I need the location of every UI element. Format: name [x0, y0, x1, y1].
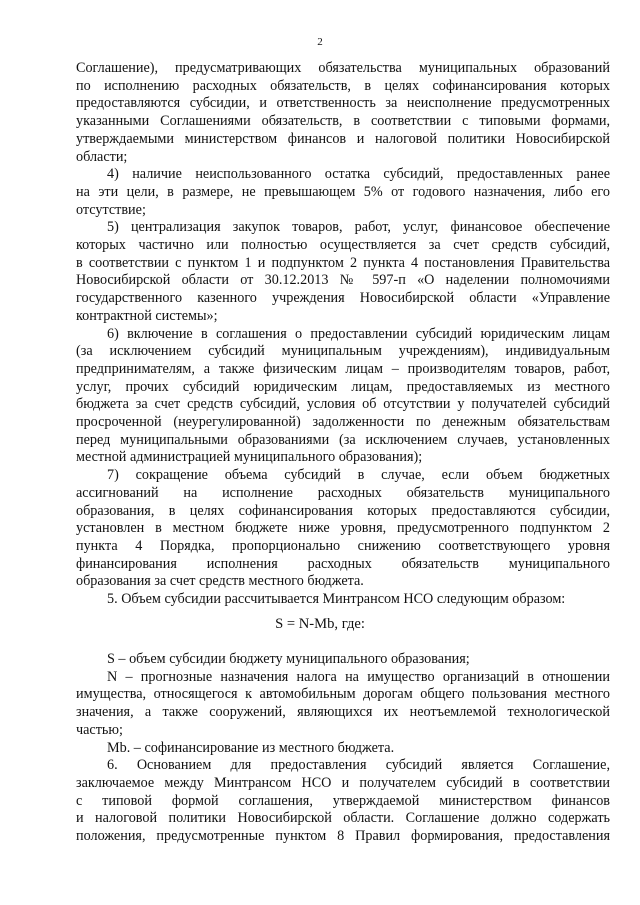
text-line: бюджета за счет средств субсидий, условия об отсутствии у получателей субсидий — [76, 396, 610, 413]
text-line: 4) наличие неиспользованного остатка субсидий, предоставленных ранее — [107, 166, 610, 183]
text-line: отсутствие; — [76, 201, 146, 218]
text-line: 6) включение в соглашения о предоставлении субсидий юридическим лицам — [107, 325, 610, 342]
text-line: 5. Объем субсидии рассчитывается Минтрансом НСО следующим образом: — [107, 591, 566, 608]
body-text-upper — [76, 60, 610, 609]
text-line: ассигнований на исполнение расходных обязательств муниципального — [76, 484, 610, 501]
body-text-lower — [76, 651, 610, 846]
text-line: просроченной (неурегулированной) задолженности по денежным обязательствам — [76, 414, 610, 431]
text-line: с типовой формой соглашения, утверждаемой министерством финансов — [76, 792, 610, 809]
page-number: 2 — [317, 36, 323, 48]
text-line: перед муниципальными образованиями (за исключением случаев, установленных — [76, 431, 610, 448]
text-line: контрактной системы»; — [76, 307, 218, 324]
text-line: которых частично или полностью осуществляется за счет средств субсидий, — [76, 237, 610, 254]
text-line: заключаемое между Минтрансом НСО и получателем субсидий в соответствии — [76, 774, 610, 791]
text-line: указанными Соглашениями обязательств, в соответствии с типовыми формами, — [76, 113, 610, 130]
text-line: пункта 4 Порядка, пропорционально снижению соответствующего уровня — [76, 537, 610, 554]
text-line: по исполнению расходных обязательств, в целях софинансирования которых — [76, 77, 610, 94]
text-line: предоставляются субсидии, и ответственность за неисполнение предусмотренных — [76, 95, 610, 112]
formula: S = N-Mb, где: — [275, 616, 365, 632]
text-line: установлен в местном бюджете ниже уровня, предусмотренного подпунктом 2 — [76, 520, 610, 537]
text-line: финансирования исполнения расходных обязательств муниципального — [76, 555, 610, 572]
text-line: услуг, прочих субсидий юридическим лицам, предоставляемых из местного — [76, 378, 610, 395]
text-line: 7) сокращение объема субсидий в случае, если объем бюджетных — [107, 467, 610, 484]
text-line: N – прогнозные назначения налога на имущество организаций в отношении — [107, 668, 610, 685]
text-line: Новосибирской области от 30.12.2013 № 597-п «О наделении полномочиями — [76, 272, 610, 289]
text-line: утверждаемыми министерством финансов и налоговой политики Новосибирской — [76, 130, 610, 147]
text-line: образования за счет средств местного бюджета. — [76, 573, 364, 590]
text-line: S – объем субсидии бюджету муниципального образования; — [107, 651, 470, 667]
text-line: положения, предусмотренные пунктом 8 Правил формирования, предоставления — [76, 828, 610, 845]
text-line: имущества, относящегося к автомобильным дорогам общего пользования местного — [76, 686, 610, 703]
text-line: 5) централизация закупок товаров, работ, услуг, финансовое обеспечение — [107, 219, 610, 236]
text-line: на эти цели, в размере, не превышающем 5% от годового назначения, либо его — [76, 183, 610, 200]
text-line: государственного казенного учреждения Новосибирской области «Управление — [76, 290, 610, 307]
text-line: предпринимателям, а также физическим лицам – производителям товаров, работ, — [76, 360, 610, 377]
text-line: значения, а также сооружений, являющихся их неотъемлемой технологической — [76, 704, 610, 721]
text-line: образования, в целях софинансирования которых предоставляются субсидии, — [76, 502, 610, 519]
text-line: Mb. – софинансирование из местного бюджета. — [107, 739, 395, 756]
text-line: 6. Основанием для предоставления субсидий является Соглашение, — [107, 757, 610, 774]
text-line: и налоговой политики Новосибирской области. Соглашение должно содержать — [76, 810, 610, 827]
text-line: (за исключением субсидий муниципальным учреждениям), индивидуальным — [76, 343, 610, 360]
text-line: области; — [76, 148, 128, 165]
text-line: в соответствии с пунктом 1 и подпунктом 2 пункта 4 постановления Правительства — [76, 254, 610, 271]
text-line: местной администрацией муниципального образования); — [76, 449, 423, 466]
text-line: частью; — [76, 721, 123, 738]
text-line: Соглашение), предусматривающих обязательства муниципальных образований — [76, 60, 610, 76]
